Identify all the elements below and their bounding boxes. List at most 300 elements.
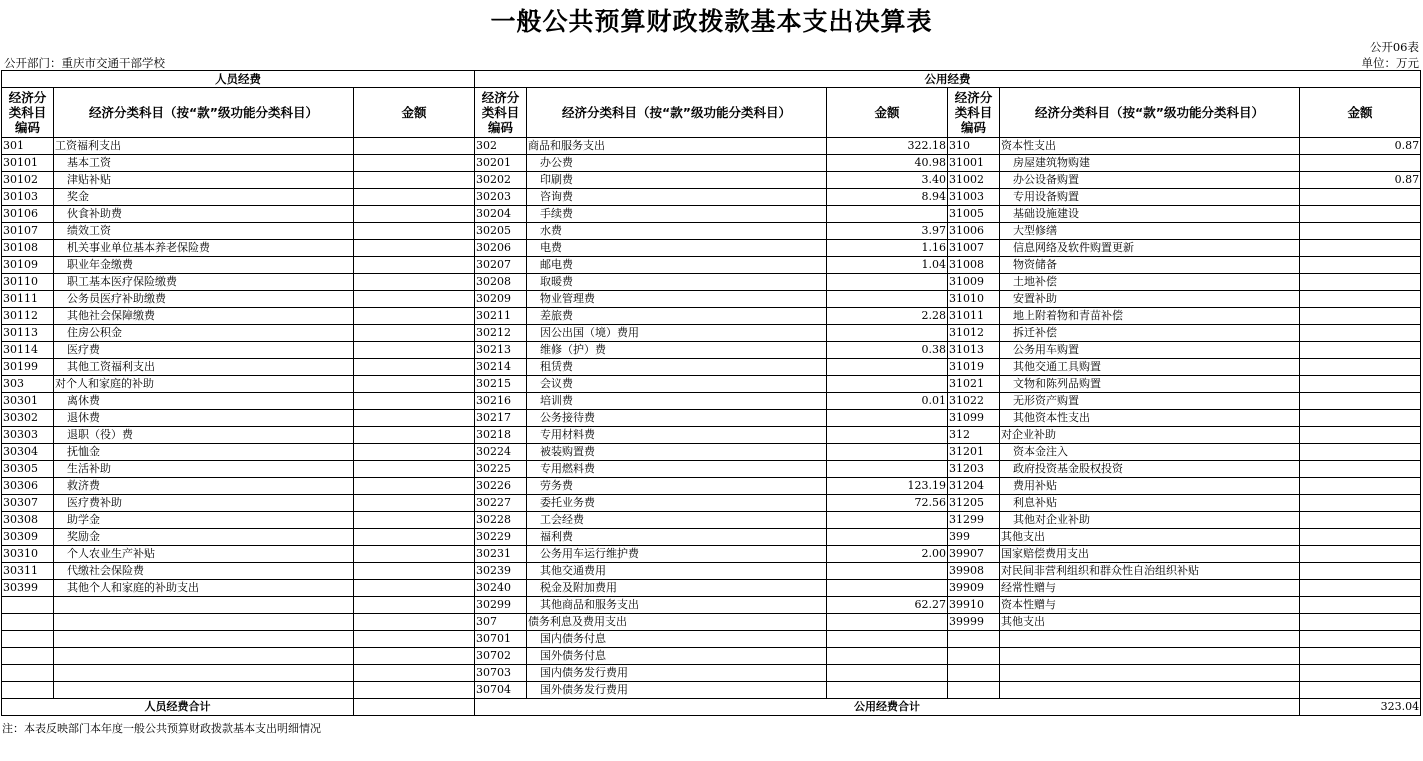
item-name-cell [1000, 648, 1300, 665]
item-name-cell: 退休费 [54, 410, 354, 427]
item-name-cell: 基本工资 [54, 155, 354, 172]
code-cell: 31203 [948, 461, 1000, 478]
item-name-cell: 取暖费 [527, 274, 827, 291]
table-row [2, 665, 1421, 682]
item-name-cell: 公务接待费 [527, 410, 827, 427]
amount-cell: 72.56 [827, 495, 948, 512]
amount-cell [354, 393, 475, 410]
code-cell: 30111 [2, 291, 54, 308]
amount-cell [1300, 631, 1421, 648]
amount-cell [827, 665, 948, 682]
page-title: 一般公共预算财政拨款基本支出决算表 [490, 7, 933, 36]
code-cell: 30212 [475, 325, 527, 342]
amount-cell [354, 359, 475, 376]
table-row [2, 529, 1421, 546]
code-cell [948, 631, 1000, 648]
code-cell: 31299 [948, 512, 1000, 529]
amount-cell [1300, 597, 1421, 614]
table-row [2, 325, 1421, 342]
code-cell: 31006 [948, 223, 1000, 240]
amount-cell [1300, 155, 1421, 172]
item-name-cell: 生活补助 [54, 461, 354, 478]
table-row [2, 257, 1421, 274]
public-total-amount: 323.04 [1300, 699, 1421, 716]
table-row [2, 648, 1421, 665]
item-name-cell: 绩效工资 [54, 223, 354, 240]
table-row [2, 240, 1421, 257]
amount-cell [827, 529, 948, 546]
amount-cell [827, 512, 948, 529]
amount-cell [827, 631, 948, 648]
item-name-cell: 退职（役）费 [54, 427, 354, 444]
code-cell: 30308 [2, 512, 54, 529]
item-name-cell: 邮电费 [527, 257, 827, 274]
table-row [2, 614, 1421, 631]
item-name-cell: 医疗费 [54, 342, 354, 359]
code-cell [2, 665, 54, 682]
item-name-cell: 其他支出 [1000, 529, 1300, 546]
table-row [2, 359, 1421, 376]
code-cell: 31005 [948, 206, 1000, 223]
item-name-cell: 专用材料费 [527, 427, 827, 444]
totals-row [2, 699, 1421, 716]
amount-cell [1300, 444, 1421, 461]
table-row [2, 427, 1421, 444]
amount-cell [354, 461, 475, 478]
header-name-a: 经济分类科目（按“款”级功能分类科目） [54, 88, 354, 138]
amount-cell [1300, 495, 1421, 512]
item-name-cell: 电费 [527, 240, 827, 257]
code-cell [948, 648, 1000, 665]
item-name-cell [54, 648, 354, 665]
table-row [2, 461, 1421, 478]
table-row [2, 274, 1421, 291]
amount-cell [354, 512, 475, 529]
code-cell: 30228 [475, 512, 527, 529]
item-name-cell: 公务员医疗补助缴费 [54, 291, 354, 308]
code-cell: 31008 [948, 257, 1000, 274]
amount-cell [354, 665, 475, 682]
code-cell: 30304 [2, 444, 54, 461]
item-name-cell: 利息补贴 [1000, 495, 1300, 512]
code-cell: 30211 [475, 308, 527, 325]
code-cell: 303 [2, 376, 54, 393]
item-name-cell: 职工基本医疗保险缴费 [54, 274, 354, 291]
code-cell: 39909 [948, 580, 1000, 597]
amount-cell [354, 274, 475, 291]
item-name-cell: 其他工资福利支出 [54, 359, 354, 376]
item-name-cell: 物资储备 [1000, 257, 1300, 274]
amount-cell [354, 138, 475, 155]
code-cell: 30203 [475, 189, 527, 206]
code-cell: 30703 [475, 665, 527, 682]
item-name-cell: 债务利息及费用支出 [527, 614, 827, 631]
amount-cell [827, 563, 948, 580]
department-label: 公开部门：重庆市交通干部学校 [4, 56, 165, 70]
code-cell: 30702 [475, 648, 527, 665]
item-name-cell: 专用燃料费 [527, 461, 827, 478]
table-row [2, 155, 1421, 172]
amount-cell [1300, 427, 1421, 444]
item-name-cell: 差旅费 [527, 308, 827, 325]
amount-cell [827, 461, 948, 478]
item-name-cell [1000, 665, 1300, 682]
item-name-cell: 咨询费 [527, 189, 827, 206]
item-name-cell: 大型修缮 [1000, 223, 1300, 240]
code-cell: 30704 [475, 682, 527, 699]
code-cell: 30301 [2, 393, 54, 410]
code-cell: 30208 [475, 274, 527, 291]
item-name-cell: 物业管理费 [527, 291, 827, 308]
code-cell: 30225 [475, 461, 527, 478]
item-name-cell: 代缴社会保险费 [54, 563, 354, 580]
code-cell: 399 [948, 529, 1000, 546]
item-name-cell: 救济费 [54, 478, 354, 495]
amount-cell [354, 682, 475, 699]
code-cell: 31019 [948, 359, 1000, 376]
item-name-cell: 经常性赠与 [1000, 580, 1300, 597]
code-cell: 31099 [948, 410, 1000, 427]
amount-cell [827, 427, 948, 444]
amount-cell [354, 240, 475, 257]
amount-cell [827, 682, 948, 699]
item-name-cell: 资本性支出 [1000, 138, 1300, 155]
code-cell: 31201 [948, 444, 1000, 461]
header-code-a: 经济分类科目编码 [2, 88, 54, 138]
amount-cell [1300, 257, 1421, 274]
table-row [2, 631, 1421, 648]
amount-cell: 123.19 [827, 478, 948, 495]
amount-cell [354, 223, 475, 240]
code-cell: 30239 [475, 563, 527, 580]
code-cell: 30108 [2, 240, 54, 257]
code-cell: 30299 [475, 597, 527, 614]
item-name-cell: 维修（护）费 [527, 342, 827, 359]
code-cell: 30199 [2, 359, 54, 376]
code-cell: 30240 [475, 580, 527, 597]
item-name-cell: 手续费 [527, 206, 827, 223]
amount-cell [354, 478, 475, 495]
code-cell: 30217 [475, 410, 527, 427]
amount-cell [1300, 461, 1421, 478]
item-name-cell: 无形资产购置 [1000, 393, 1300, 410]
header-code-b: 经济分类科目编码 [475, 88, 527, 138]
code-cell: 31013 [948, 342, 1000, 359]
amount-cell [1300, 546, 1421, 563]
amount-cell [827, 206, 948, 223]
item-name-cell [1000, 682, 1300, 699]
code-cell: 30701 [475, 631, 527, 648]
table-row [2, 223, 1421, 240]
table-row [2, 308, 1421, 325]
item-name-cell: 被装购置费 [527, 444, 827, 461]
code-cell [2, 614, 54, 631]
code-cell: 30207 [475, 257, 527, 274]
amount-cell [354, 325, 475, 342]
amount-cell [1300, 614, 1421, 631]
table-number: 公开06表 [1369, 40, 1419, 54]
item-name-cell [54, 597, 354, 614]
amount-cell [354, 206, 475, 223]
code-cell: 30310 [2, 546, 54, 563]
item-name-cell: 其他对企业补助 [1000, 512, 1300, 529]
amount-cell [1300, 308, 1421, 325]
amount-cell: 0.38 [827, 342, 948, 359]
code-cell [2, 597, 54, 614]
code-cell: 31007 [948, 240, 1000, 257]
item-name-cell: 办公设备购置 [1000, 172, 1300, 189]
code-cell: 39907 [948, 546, 1000, 563]
item-name-cell: 政府投资基金股权投资 [1000, 461, 1300, 478]
code-cell: 30214 [475, 359, 527, 376]
table-row [2, 478, 1421, 495]
amount-cell [354, 155, 475, 172]
amount-cell [827, 325, 948, 342]
item-name-cell: 安置补助 [1000, 291, 1300, 308]
code-cell: 31009 [948, 274, 1000, 291]
code-cell: 30231 [475, 546, 527, 563]
code-cell: 30227 [475, 495, 527, 512]
item-name-cell: 信息网络及软件购置更新 [1000, 240, 1300, 257]
amount-cell: 1.16 [827, 240, 948, 257]
item-name-cell: 其他商品和服务支出 [527, 597, 827, 614]
table-row [2, 172, 1421, 189]
table-row [2, 546, 1421, 563]
code-cell: 31010 [948, 291, 1000, 308]
amount-cell [354, 546, 475, 563]
table-row [2, 495, 1421, 512]
item-name-cell: 对个人和家庭的补助 [54, 376, 354, 393]
code-cell: 30103 [2, 189, 54, 206]
amount-cell [354, 172, 475, 189]
amount-cell [354, 444, 475, 461]
code-cell: 30302 [2, 410, 54, 427]
header-name-c: 经济分类科目（按“款”级功能分类科目） [1000, 88, 1300, 138]
amount-cell [1300, 223, 1421, 240]
code-cell [948, 682, 1000, 699]
unit-label: 单位：万元 [1361, 56, 1419, 70]
item-name-cell: 商品和服务支出 [527, 138, 827, 155]
amount-cell [1300, 665, 1421, 682]
section-public: 公用经费 [475, 71, 1421, 88]
code-cell: 30399 [2, 580, 54, 597]
code-cell: 30303 [2, 427, 54, 444]
amount-cell [354, 308, 475, 325]
amount-cell [354, 529, 475, 546]
table-row [2, 597, 1421, 614]
amount-cell: 2.00 [827, 546, 948, 563]
amount-cell [1300, 342, 1421, 359]
header-amount-b: 金额 [827, 88, 948, 138]
table-row [2, 291, 1421, 308]
code-cell [2, 631, 54, 648]
item-name-cell: 个人农业生产补贴 [54, 546, 354, 563]
item-name-cell: 奖金 [54, 189, 354, 206]
code-cell: 30311 [2, 563, 54, 580]
item-name-cell: 税金及附加费用 [527, 580, 827, 597]
code-cell: 31003 [948, 189, 1000, 206]
item-name-cell: 国内债务付息 [527, 631, 827, 648]
amount-cell: 0.87 [1300, 172, 1421, 189]
item-name-cell: 国外债务付息 [527, 648, 827, 665]
item-name-cell: 其他个人和家庭的补助支出 [54, 580, 354, 597]
item-name-cell: 办公费 [527, 155, 827, 172]
item-name-cell: 费用补贴 [1000, 478, 1300, 495]
amount-cell: 1.04 [827, 257, 948, 274]
item-name-cell: 奖励金 [54, 529, 354, 546]
table-row [2, 342, 1421, 359]
amount-cell [354, 410, 475, 427]
item-name-cell [1000, 631, 1300, 648]
item-name-cell: 专用设备购置 [1000, 189, 1300, 206]
code-cell: 30106 [2, 206, 54, 223]
code-cell: 31205 [948, 495, 1000, 512]
code-cell [2, 648, 54, 665]
amount-cell [827, 274, 948, 291]
item-name-cell: 其他社会保障缴费 [54, 308, 354, 325]
item-name-cell: 住房公积金 [54, 325, 354, 342]
amount-cell [827, 614, 948, 631]
code-cell: 312 [948, 427, 1000, 444]
amount-cell: 3.97 [827, 223, 948, 240]
code-cell: 30201 [475, 155, 527, 172]
table-row [2, 206, 1421, 223]
amount-cell [1300, 393, 1421, 410]
code-cell: 30226 [475, 478, 527, 495]
item-name-cell: 会议费 [527, 376, 827, 393]
amount-cell [354, 342, 475, 359]
amount-cell [1300, 512, 1421, 529]
item-name-cell: 土地补偿 [1000, 274, 1300, 291]
code-cell: 31021 [948, 376, 1000, 393]
table-row [2, 410, 1421, 427]
item-name-cell: 资本金注入 [1000, 444, 1300, 461]
code-cell: 31001 [948, 155, 1000, 172]
item-name-cell: 因公出国（境）费用 [527, 325, 827, 342]
item-name-cell: 房屋建筑物购建 [1000, 155, 1300, 172]
item-name-cell [54, 614, 354, 631]
amount-cell [1300, 240, 1421, 257]
amount-cell [1300, 410, 1421, 427]
code-cell: 30205 [475, 223, 527, 240]
table-row [2, 444, 1421, 461]
item-name-cell: 其他支出 [1000, 614, 1300, 631]
amount-cell: 0.87 [1300, 138, 1421, 155]
amount-cell [1300, 325, 1421, 342]
amount-cell [354, 376, 475, 393]
code-cell: 310 [948, 138, 1000, 155]
expenditure-table [1, 70, 1421, 716]
amount-cell [827, 648, 948, 665]
item-name-cell: 国家赔偿费用支出 [1000, 546, 1300, 563]
amount-cell [1300, 563, 1421, 580]
item-name-cell: 资本性赠与 [1000, 597, 1300, 614]
item-name-cell: 印刷费 [527, 172, 827, 189]
code-cell: 30209 [475, 291, 527, 308]
item-name-cell: 助学金 [54, 512, 354, 529]
item-name-cell: 基础设施建设 [1000, 206, 1300, 223]
item-name-cell: 培训费 [527, 393, 827, 410]
amount-cell [354, 563, 475, 580]
code-cell: 31002 [948, 172, 1000, 189]
table-row [2, 682, 1421, 699]
header-amount-c: 金额 [1300, 88, 1421, 138]
amount-cell: 3.40 [827, 172, 948, 189]
item-name-cell: 医疗费补助 [54, 495, 354, 512]
column-header-row [2, 88, 1421, 138]
code-cell: 30112 [2, 308, 54, 325]
header-name-b: 经济分类科目（按“款”级功能分类科目） [527, 88, 827, 138]
code-cell: 30218 [475, 427, 527, 444]
code-cell: 30305 [2, 461, 54, 478]
amount-cell [1300, 274, 1421, 291]
amount-cell [827, 410, 948, 427]
code-cell: 30307 [2, 495, 54, 512]
code-cell: 30109 [2, 257, 54, 274]
item-name-cell: 津贴补贴 [54, 172, 354, 189]
amount-cell [1300, 291, 1421, 308]
code-cell [948, 665, 1000, 682]
item-name-cell: 公务用车购置 [1000, 342, 1300, 359]
amount-cell [354, 495, 475, 512]
code-cell: 31204 [948, 478, 1000, 495]
code-cell: 30215 [475, 376, 527, 393]
amount-cell: 2.28 [827, 308, 948, 325]
item-name-cell: 劳务费 [527, 478, 827, 495]
amount-cell: 40.98 [827, 155, 948, 172]
item-name-cell: 工会经费 [527, 512, 827, 529]
code-cell: 30206 [475, 240, 527, 257]
amount-cell [1300, 478, 1421, 495]
amount-cell [1300, 529, 1421, 546]
item-name-cell: 机关事业单位基本养老保险费 [54, 240, 354, 257]
item-name-cell: 离休费 [54, 393, 354, 410]
item-name-cell: 对企业补助 [1000, 427, 1300, 444]
table-row [2, 376, 1421, 393]
amount-cell [1300, 189, 1421, 206]
amount-cell [354, 648, 475, 665]
code-cell: 30216 [475, 393, 527, 410]
code-cell: 30202 [475, 172, 527, 189]
section-header-row [2, 71, 1421, 88]
code-cell: 30204 [475, 206, 527, 223]
code-cell: 307 [475, 614, 527, 631]
item-name-cell: 对民间非营利组织和群众性自治组织补贴 [1000, 563, 1300, 580]
amount-cell: 0.01 [827, 393, 948, 410]
item-name-cell: 公务用车运行维护费 [527, 546, 827, 563]
amount-cell [354, 614, 475, 631]
code-cell: 30113 [2, 325, 54, 342]
item-name-cell: 地上附着物和青苗补偿 [1000, 308, 1300, 325]
amount-cell: 322.18 [827, 138, 948, 155]
item-name-cell: 文物和陈列品购置 [1000, 376, 1300, 393]
item-name-cell: 抚恤金 [54, 444, 354, 461]
code-cell: 30306 [2, 478, 54, 495]
amount-cell: 62.27 [827, 597, 948, 614]
code-cell: 31022 [948, 393, 1000, 410]
item-name-cell: 福利费 [527, 529, 827, 546]
table-row [2, 189, 1421, 206]
code-cell: 30102 [2, 172, 54, 189]
footnote: 注：本表反映部门本年度一般公共预算财政拨款基本支出明细情况 [2, 722, 321, 735]
code-cell: 30229 [475, 529, 527, 546]
code-cell: 302 [475, 138, 527, 155]
amount-cell [1300, 682, 1421, 699]
amount-cell [354, 580, 475, 597]
amount-cell [1300, 648, 1421, 665]
personnel-total-amount [354, 699, 475, 716]
item-name-cell: 伙食补助费 [54, 206, 354, 223]
